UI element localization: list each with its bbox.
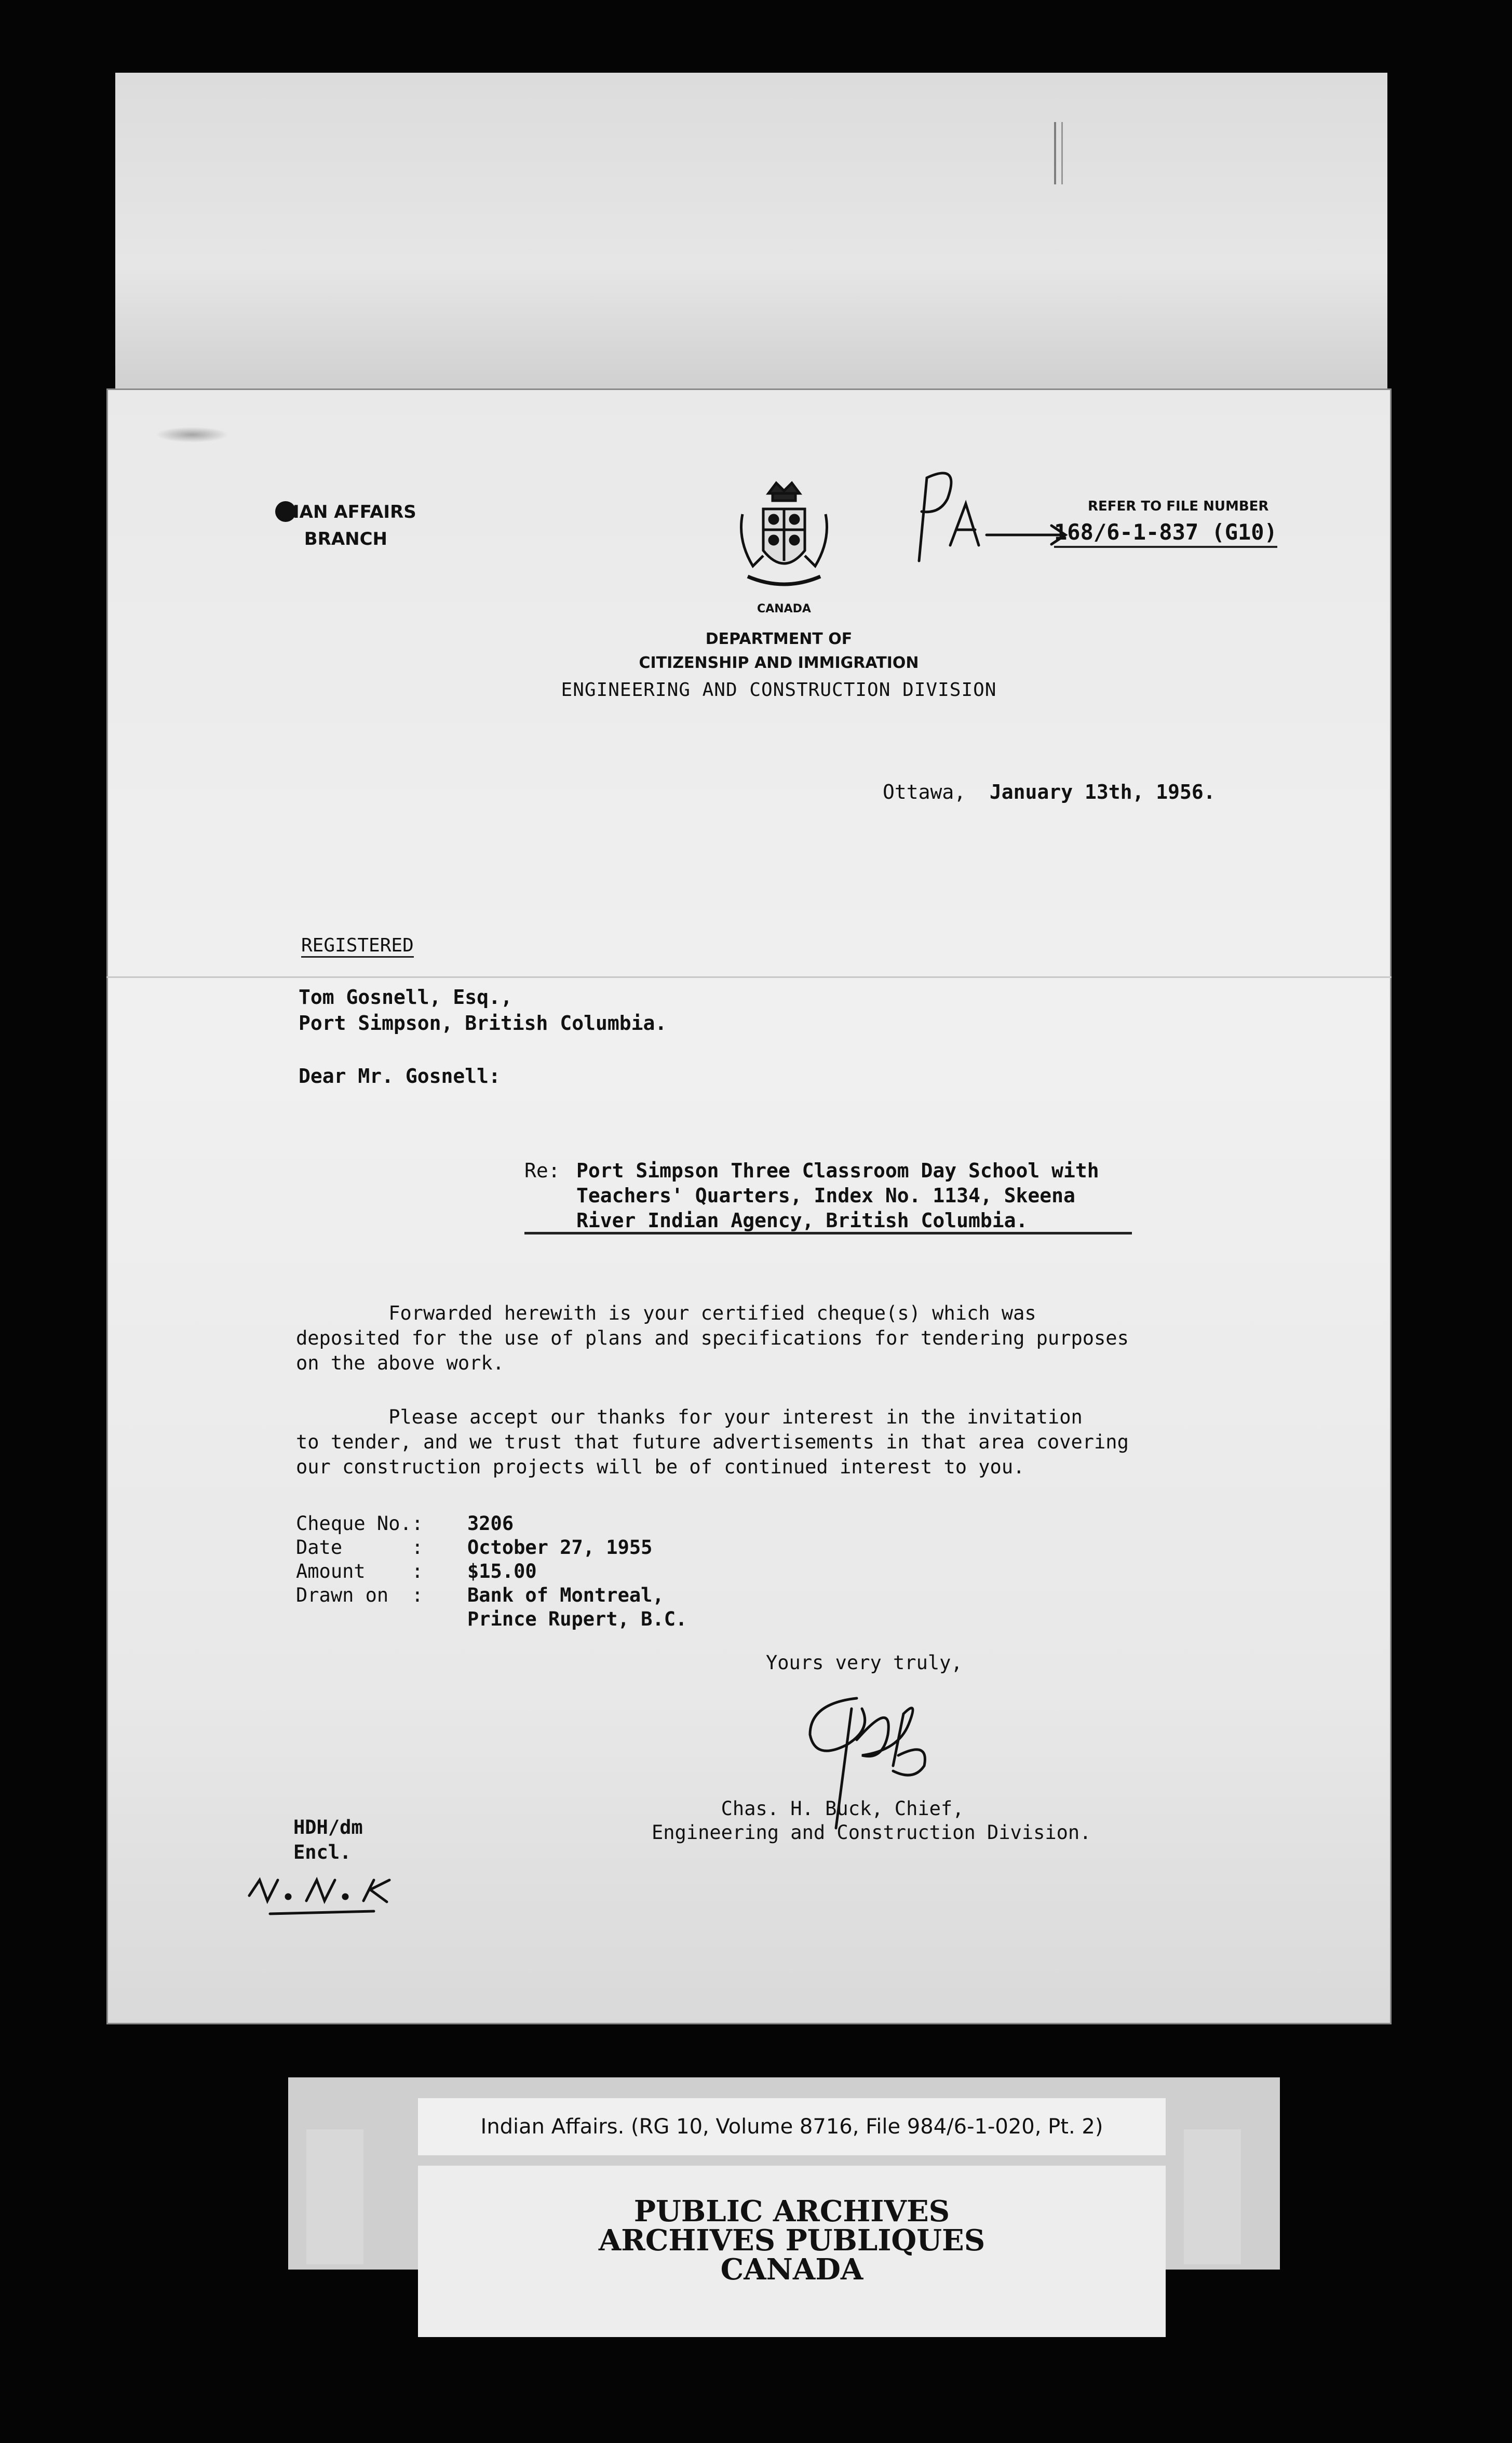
department-name: DEPARTMENT OF CITIZENSHIP AND IMMIGRATION [639, 630, 919, 672]
back-sheet [115, 73, 1387, 398]
signer-block: Chas. H. Buck, Chief, Engineering and Construction Division. [652, 1797, 1091, 1844]
pencil-mark [1054, 122, 1063, 184]
fold-line [106, 976, 1392, 978]
recipient-address: Tom Gosnell, Esq., Port Simpson, British Columbia. [299, 986, 667, 1035]
ink-smudge [156, 427, 228, 442]
subject-underline [524, 1232, 1132, 1234]
refer-to-label: REFER TO FILE NUMBER [1088, 499, 1269, 514]
archive-reference: Indian Affairs. (RG 10, Volume 8716, File 984/6-1-020, Pt. 2) [418, 2098, 1166, 2155]
archive-stamp: PUBLIC ARCHIVES ARCHIVES PUBLIQUES CANADA [418, 2166, 1166, 2337]
subject-line: Teachers' Quarters, Index No. 1134, Skeena [576, 1184, 1075, 1207]
coat-of-arms-icon [732, 478, 836, 597]
salutation: Dear Mr. Gosnell: [299, 1065, 501, 1088]
valediction: Yours very truly, [766, 1652, 963, 1674]
subject-line: Port Simpson Three Classroom Day School with [576, 1159, 1099, 1182]
handwritten-initials [239, 1864, 436, 1922]
label-tab [306, 2129, 363, 2264]
file-number: 168/6-1-837 (G10) [1054, 519, 1277, 548]
subject-line: River Indian Agency, British Columbia. [576, 1209, 1028, 1232]
crest-caption: CANADA [757, 602, 811, 615]
reference-initials: HDH/dm Encl. [293, 1816, 363, 1863]
body-paragraph-1: Forwarded herewith is your certified cheque(s) which was deposited for the use of plans and specifications for tendering purposes on the above work. [296, 1302, 1129, 1374]
subject-label: Re: [524, 1159, 560, 1182]
body-paragraph-2: Please accept our thanks for your interest in the invitation to tender, and we trust that future advertisements in that area covering our construction projects will be of continued interest to you. [296, 1406, 1129, 1478]
handwritten-pa-note [898, 457, 1070, 571]
delivery-method: REGISTERED [301, 935, 414, 958]
label-tab [1184, 2129, 1241, 2264]
date-line: Ottawa, January 13th, 1956. [883, 781, 1216, 803]
division-name: ENGINEERING AND CONSTRUCTION DIVISION [561, 679, 997, 701]
branch-name: IAN AFFAIRS BRANCH [275, 499, 416, 553]
